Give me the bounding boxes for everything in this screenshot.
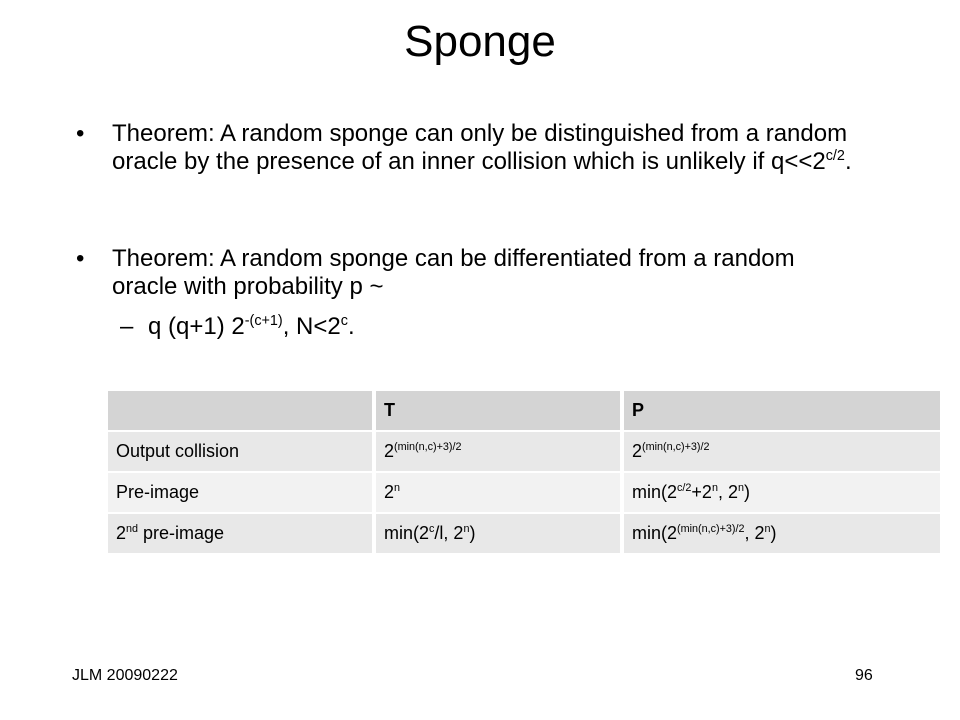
table-row xyxy=(108,473,940,514)
bullet-text: Theorem: A random sponge can be differentiated from a random oracle with probability p ~ xyxy=(112,245,795,300)
cell-t: min(2$^c$/l, 2$^n$) xyxy=(376,514,620,555)
cell-p: $\min(2^{c/2}+2^n$, 2$^n$) xyxy=(624,473,940,514)
table-header-row xyxy=(108,391,940,432)
bullet-text: Theorem: A random sponge can only be distinguished from a random oracle by the presence of an inner collision which is unlikely if $q<<2^{c/2}$. xyxy=(112,120,852,175)
header-cell-p: P xyxy=(624,391,940,432)
table-row xyxy=(108,514,940,555)
bullet-theorem-2 xyxy=(76,245,866,301)
table-row xyxy=(108,432,940,473)
slide-title: Sponge xyxy=(404,17,556,66)
complexity-table xyxy=(104,391,944,555)
sub-bullet-marker: – xyxy=(120,313,134,340)
cell-t: $2^{(min(n,c)+3)/2}$ xyxy=(376,432,620,473)
row-label: 2nd pre-image xyxy=(108,514,372,555)
sub-bullet-probability: – q (q+1) $2^{-(c+1)}$, $N<2^c$. xyxy=(120,313,355,340)
row-label: Output collision xyxy=(108,432,372,473)
cell-p: $\min(2^{(min(n,c)+3)/2}$, 2$^n$) xyxy=(624,514,940,555)
header-cell-empty xyxy=(108,391,372,432)
cell-p: $2^{(min(n,c)+3)/2}$ xyxy=(624,432,940,473)
slide-number: 96 xyxy=(855,667,873,684)
cell-t: 2$^n$ xyxy=(376,473,620,514)
bullet-marker: • xyxy=(76,245,85,272)
header-cell-t: T xyxy=(376,391,620,432)
row-label: Pre-image xyxy=(108,473,372,514)
bullet-theorem-1 xyxy=(76,120,866,176)
footer-date: JLM 20090222 xyxy=(72,667,178,684)
bullet-marker: • xyxy=(76,120,85,147)
